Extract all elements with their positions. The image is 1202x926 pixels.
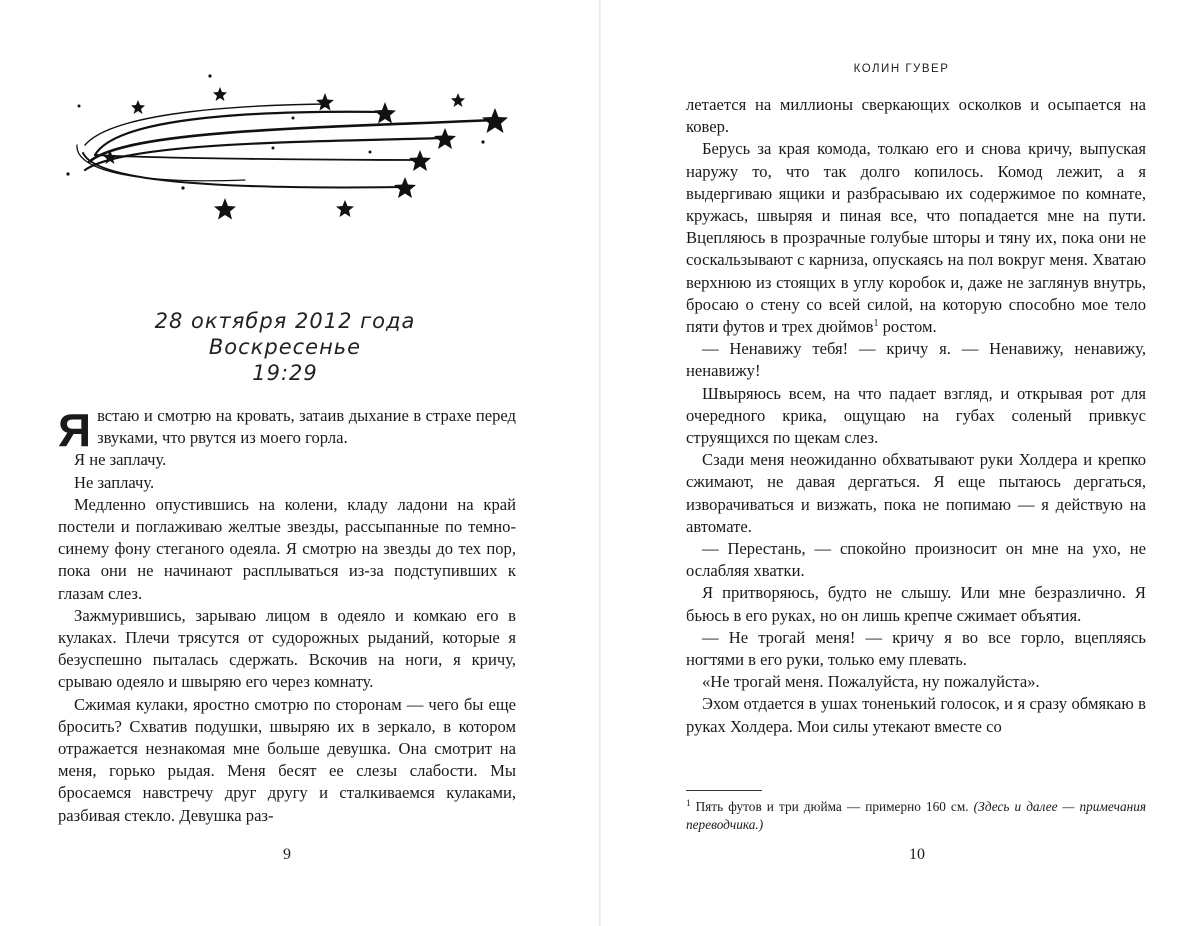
paragraph: Эхом отдается в ушах тоненький голосок, и я сразу обмякаю в руках Холдера. Мои силы утекают вместе со — [686, 694, 1146, 736]
footnote-reference: 1 — [873, 318, 879, 330]
paragraph: Не заплачу. — [74, 472, 155, 492]
footnote-marker: 1 — [686, 798, 691, 808]
paragraph: летается на миллионы сверкающих осколков и осыпается на ковер. — [686, 95, 1146, 137]
paragraph: Сзади меня неожиданно обхватывают руки Холдера и крепко сжимают, не давая дергаться. Я еще пытаюсь дергаться, изворачиваться и визжать, пока не попимаю — я действую на автомате. — [686, 450, 1146, 536]
weekday-line: Воскресенье — [208, 335, 362, 359]
shooting-stars-ornament-icon — [55, 60, 525, 230]
paragraph: Швыряюсь всем, на что падает взгляд, и открывая рот для очередного крика, ощущаю на губах соленый привкус струящихся по щекам слез. — [686, 383, 1146, 448]
left-page — [0, 0, 600, 926]
footnote-text: Пять футов и три дюйма — примерно 160 см. — [695, 799, 969, 814]
chapter-date-heading — [120, 308, 450, 386]
page-number: 10 — [909, 846, 925, 863]
page-number: 9 — [283, 846, 291, 863]
paragraph: Сжимая кулаки, яростно смотрю по сторонам — чего бы еще бросить? Схватив подушки, швыряю их в зеркало, в котором отражается незнакомая мне больше девушка. Она смотрит на меня, горько рыдая. Меня бесят ее слезы слабости. Мы бросаемся навстречу друг другу и сталкиваемся кулаками, разбивая стекло. Девушка раз- — [58, 694, 516, 825]
paragraph: Зажмурившись, зарываю лицом в одеяло и комкаю его в кулаках. Плечи трясутся от судорожных рыданий, которые я безуспешно пыталась сдержать. Вскочив на ноги, я кричу, срываю одеяло и швыряю его через комнату. — [58, 605, 516, 692]
paragraph: Я не заплачу. — [74, 450, 167, 470]
footnote-rule — [686, 790, 762, 791]
time-line: 19:29 — [252, 361, 318, 385]
paragraph: Медленно опустившись на колени, кладу ладони на край постели и поглаживаю желтые звезды, рассыпанные по темно-синему фону стеганого одеяла. Я смотрю на звезды до тех пор, пока они не начинают расплываться из-за подступивших к глазам слез. — [58, 494, 516, 603]
paragraph: Берусь за края комода, толкаю его и снова кричу, выпуская наружу то, что так долго копилось. Комод лежит, а я выдергиваю ящики и разбрасываю их содержимое по комнате, кружась, швыряя и пиная все, что попадается мне на пути. Вцепляюсь в прозрачные голубые шторы и тяну их, пока они не соскальзывают с карниза, опускаясь на пол вокруг меня. Хватаю верхнюю из стоящих в углу коробок и, даже не заглянув внутрь, бросаю о стену со всей силой, на которую способно мое тело пяти футов и трех дюймов$^1$ ростом. — [686, 139, 1146, 337]
paragraph: Явстаю и смотрю на кровать, затаив дыхание в страхе перед звуками, что рвутся из моего горла. — [58, 404, 516, 456]
footnote — [686, 798, 1146, 834]
running-head: КОЛИН ГУВЕР — [853, 63, 950, 75]
drop-cap: Я — [58, 404, 92, 456]
paragraph: «Не трогай меня. Пожалуйста, ну пожалуйста». — [702, 672, 1040, 692]
date-line: 28 октября 2012 года — [154, 309, 416, 333]
paragraph: Я притворяюсь, будто не слышу. Или мне безразлично. Я бьюсь в его руках, но он лишь крепче сжимает объятия. — [686, 583, 1146, 625]
footnote-italic-note: (Здесь и далее — примечания переводчика.) — [686, 799, 1147, 832]
paragraph: — Ненавижу тебя! — кричу я. — Ненавижу, ненавижу, ненавижу! — [686, 339, 1146, 381]
paragraph: — Перестань, — спокойно произносит он мне на ухо, не ослабляя хватки. — [686, 539, 1146, 581]
left-page-text — [58, 405, 516, 827]
right-page-text — [686, 94, 1146, 738]
paragraph: — Не трогай меня! — кричу я во все горло, вцепляясь ногтями в его руки, только ему плевать. — [686, 627, 1146, 670]
